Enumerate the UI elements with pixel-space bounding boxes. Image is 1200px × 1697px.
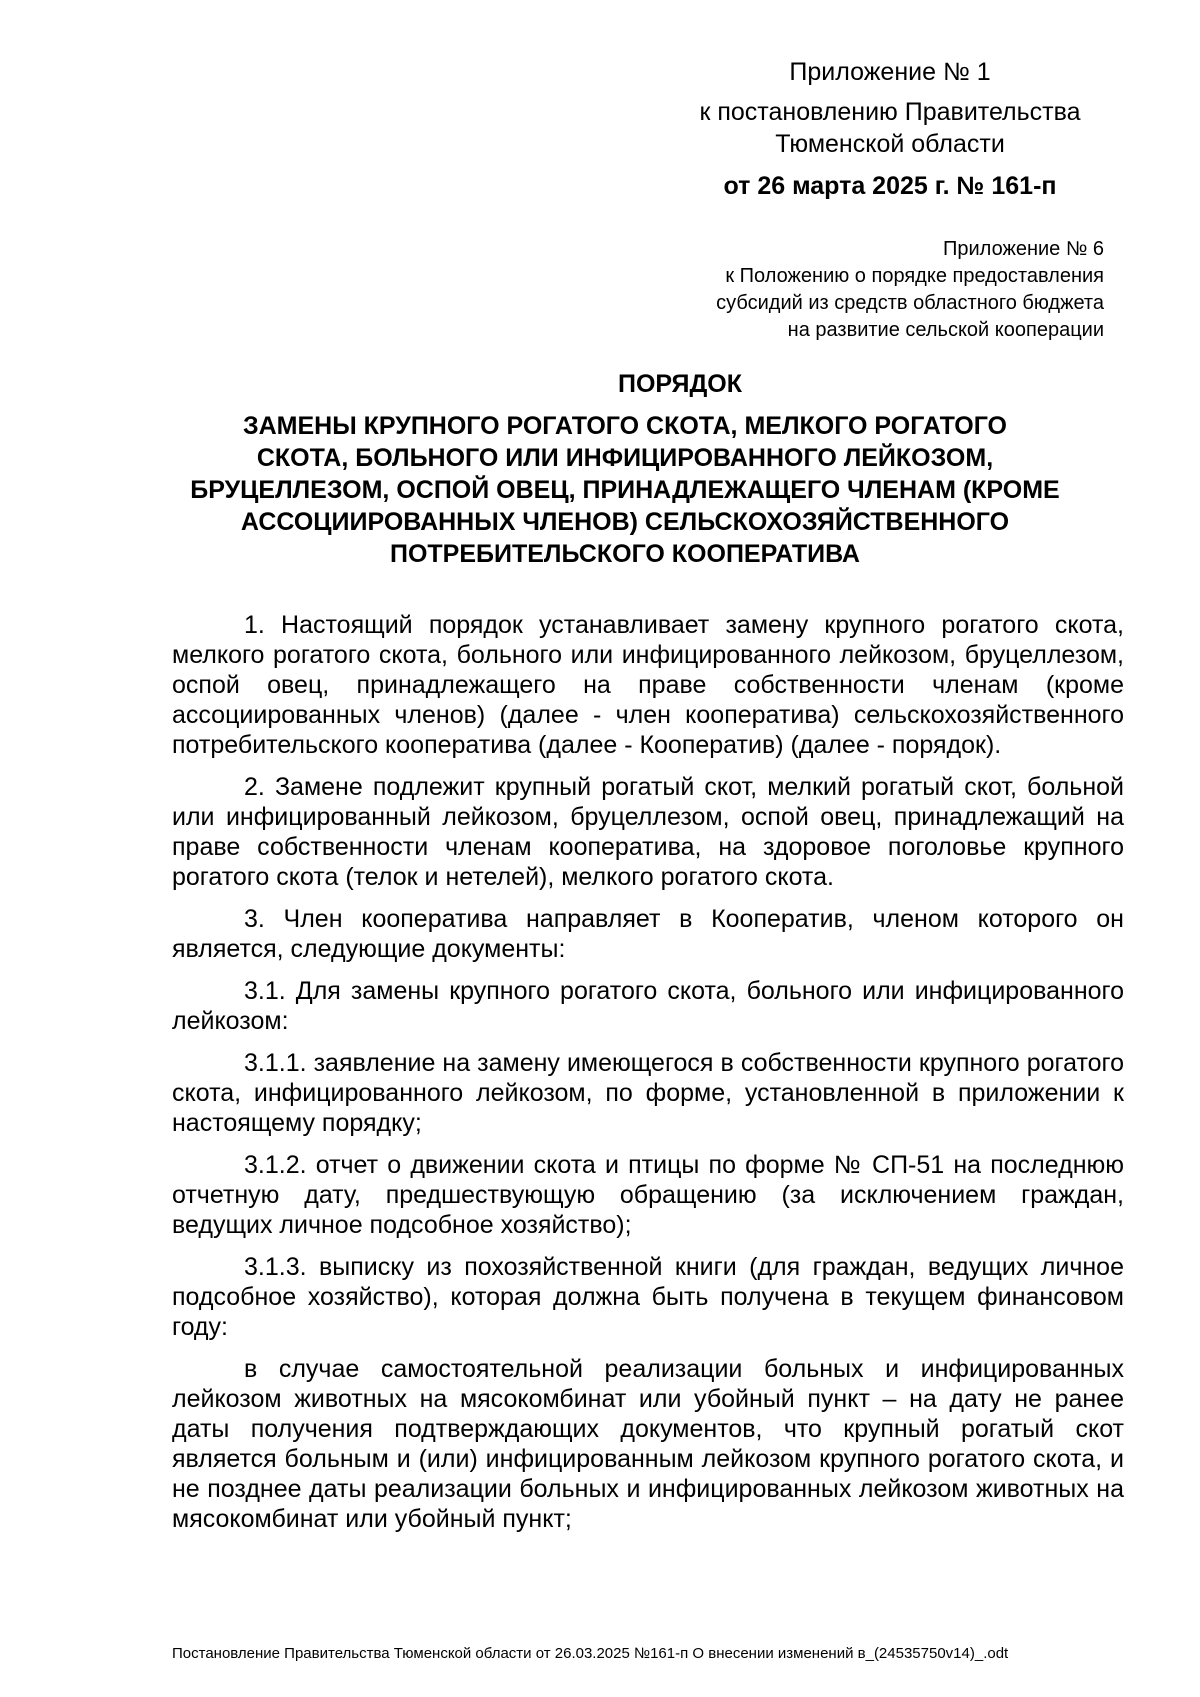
appendix-1-date: от 26 марта 2025 г. № 161-п [723,172,1057,200]
appendix-6-header [584,236,1104,344]
appendix-6-line4: на развитие сельской кооперации [787,319,1104,341]
title-sub-line: АССОЦИИРОВАННЫХ ЧЛЕНОВ) СЕЛЬСКОХОЗЯЙСТВЕННОГО [240,508,1010,536]
paragraph-3-1-3: 3.1.3. выписку из похозяйственной книги (для граждан, ведущих личное подсобное хозяйство), которая должна быть получена в текущем финансовом году: [172,1253,1124,1341]
title-sub [150,410,1100,570]
paragraph-3-1: 3.1. Для замены крупного рогатого скота, больного или инфицированного лейкозом: [172,977,1124,1035]
document-title [150,368,1100,570]
title-sub-line: СКОТА, БОЛЬНОГО ИЛИ ИНФИЦИРОВАННОГО ЛЕЙКОЗОМ, [256,444,994,472]
appendix-6-line1: Приложение № 6 [943,238,1104,260]
appendix-1-line3: Тюменской области [775,130,1005,158]
title-sub-line: БРУЦЕЛЛЕЗОМ, ОСПОЙ ОВЕЦ, ПРИНАДЛЕЖАЩЕГО ЧЛЕНАМ (КРОМЕ [190,476,1060,504]
paragraph-1: 1. Настоящий порядок устанавливает замену крупного рогатого скота, мелкого рогатого скота, больного или инфицированного лейкозом, бруцеллезом, оспой овец, принадлежащего на праве собственности членам (кроме ассоциированных членов) (далее - член кооператива) сельскохозяйственного потребительского кооператива (далее - Кооператив) (далее - порядок). [172,611,1124,759]
paragraph-2: 2. Замене подлежит крупный рогатый скот, мелкий рогатый скот, больной или инфицированный лейкозом, бруцеллезом, оспой овец, принадлежащий на праве собственности членам кооператива, на здоровое поголовье крупного рогатого скота (телок и нетелей), мелкого рогатого скота. [172,773,1124,891]
title-sub-line: ПОТРЕБИТЕЛЬСКОГО КООПЕРАТИВА [390,540,860,568]
appendix-6-line3: субсидий из средств областного бюджета [716,292,1104,314]
paragraph-3-1-1: 3.1.1. заявление на замену имеющегося в собственности крупного рогатого скота, инфицированного лейкозом, по форме, установленной в приложении к настоящему порядку; [172,1049,1124,1137]
paragraph-3: 3. Член кооператива направляет в Кооператив, членом которого он является, следующие документы: [172,905,1124,963]
appendix-1-title: Приложение № 1 [789,58,991,86]
document-body [172,610,1124,1546]
appendix-1-line2: к постановлению Правительства [699,98,1081,126]
paragraph-3-1-3-case: в случае самостоятельной реализации больных и инфицированных лейкозом животных на мясокомбинат или убойный пункт – на дату не ранее даты получения подтверждающих документов, что крупный рогатый скот является больным и (или) инфицированным лейкозом крупного рогатого скота, и не позднее даты реализации больных и инфицированных лейкозом животных на мясокомбинат или убойный пункт; [172,1355,1124,1533]
title-sub-line: ЗАМЕНЫ КРУПНОГО РОГАТОГО СКОТА, МЕЛКОГО РОГАТОГО [242,412,1008,440]
page-footer: Постановление Правительства Тюменской области от 26.03.2025 №161-п О внесении изменений в_(24535750v14)_.odt [172,1645,1009,1662]
paragraph-3-1-2: 3.1.2. отчет о движении скота и птицы по форме № СП-51 на последнюю отчетную дату, предшествующую обращению (за исключением граждан, ведущих личное подсобное хозяйство); [172,1151,1124,1239]
title-main: ПОРЯДОК [618,370,742,398]
appendix-6-line2: к Положению о порядке предоставления [725,265,1104,287]
